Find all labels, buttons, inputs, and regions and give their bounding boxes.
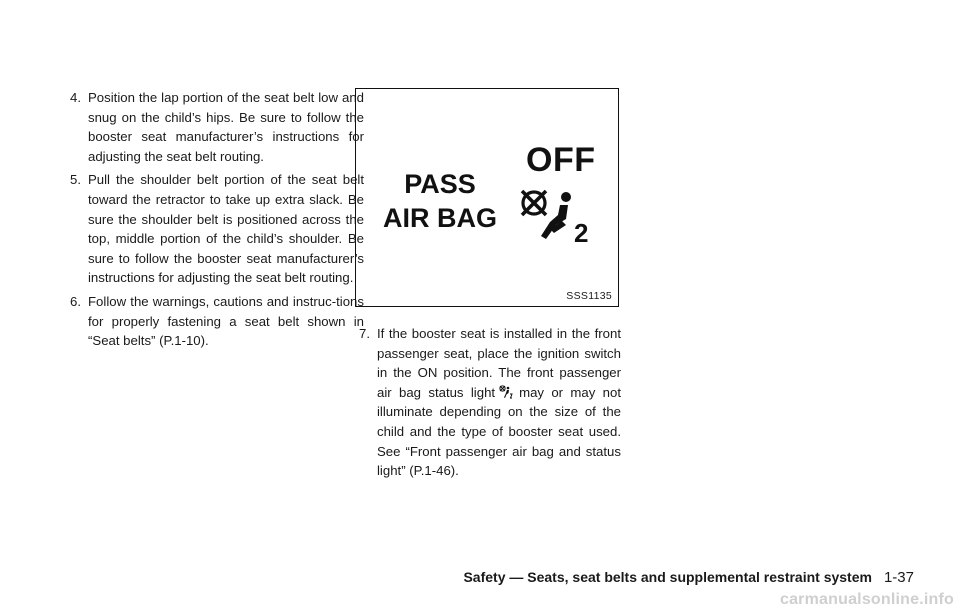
off-label: OFF (526, 141, 596, 179)
symbol-digit: 2 (574, 218, 589, 245)
item-text-part2: may or may not illuminate depending on the size of the child and the type of booster seat used. See “Front passenger air bag and status light” (P.1-46). (377, 384, 621, 479)
left-column (66, 88, 364, 355)
watermark: carmanualsonline.info (779, 591, 954, 608)
right-column (355, 324, 621, 485)
page-number: 1-37 (883, 569, 914, 586)
item-number: 4. (70, 90, 81, 105)
pass-text: PASS (404, 169, 476, 199)
item-number: 5. (70, 172, 81, 188)
list-item-5 (66, 170, 364, 288)
footer-section-title: Safety — Seats, seat belts and supplemental restraint system (463, 569, 872, 585)
airbag-text: AIR BAG (383, 203, 497, 233)
item-number: 7. (359, 326, 370, 341)
passenger-airbag-off-icon (516, 185, 596, 245)
item-text-part1: If the booster seat is installed in the front passenger seat, place the ignition switch in the ON position. The front passenger air bag status light (377, 326, 621, 400)
list-item-6 (66, 292, 364, 351)
page-footer (463, 569, 914, 586)
item-text: Follow the warnings, cautions and instruc-tions for properly fastening a seat belt shown in “Seat belts” (P.1-10). (88, 293, 364, 349)
item-text: Pull the shoulder belt portion of the seat belt toward the retractor to take up extra slack. Be sure the shoulder belt is positioned across the top, middle portion of the child’s shoulder. Be sure to follow the booster seat manufacturer’s instructions for adjusting the seat belt routing. (88, 172, 364, 286)
passenger-airbag-status-icon (499, 385, 513, 399)
item-number: 6. (70, 293, 81, 309)
item-text: Position the lap portion of the seat belt low and snug on the child’s hips. Be sure to follow the booster seat manufacturer’s instructions for adjusting the seat belt routing. (88, 90, 364, 164)
airbag-status-figure (355, 88, 619, 307)
figure-caption: SSS1135 (566, 290, 612, 302)
pass-airbag-label (380, 167, 500, 235)
list-item-4 (66, 88, 364, 166)
list-item-7 (355, 324, 621, 481)
